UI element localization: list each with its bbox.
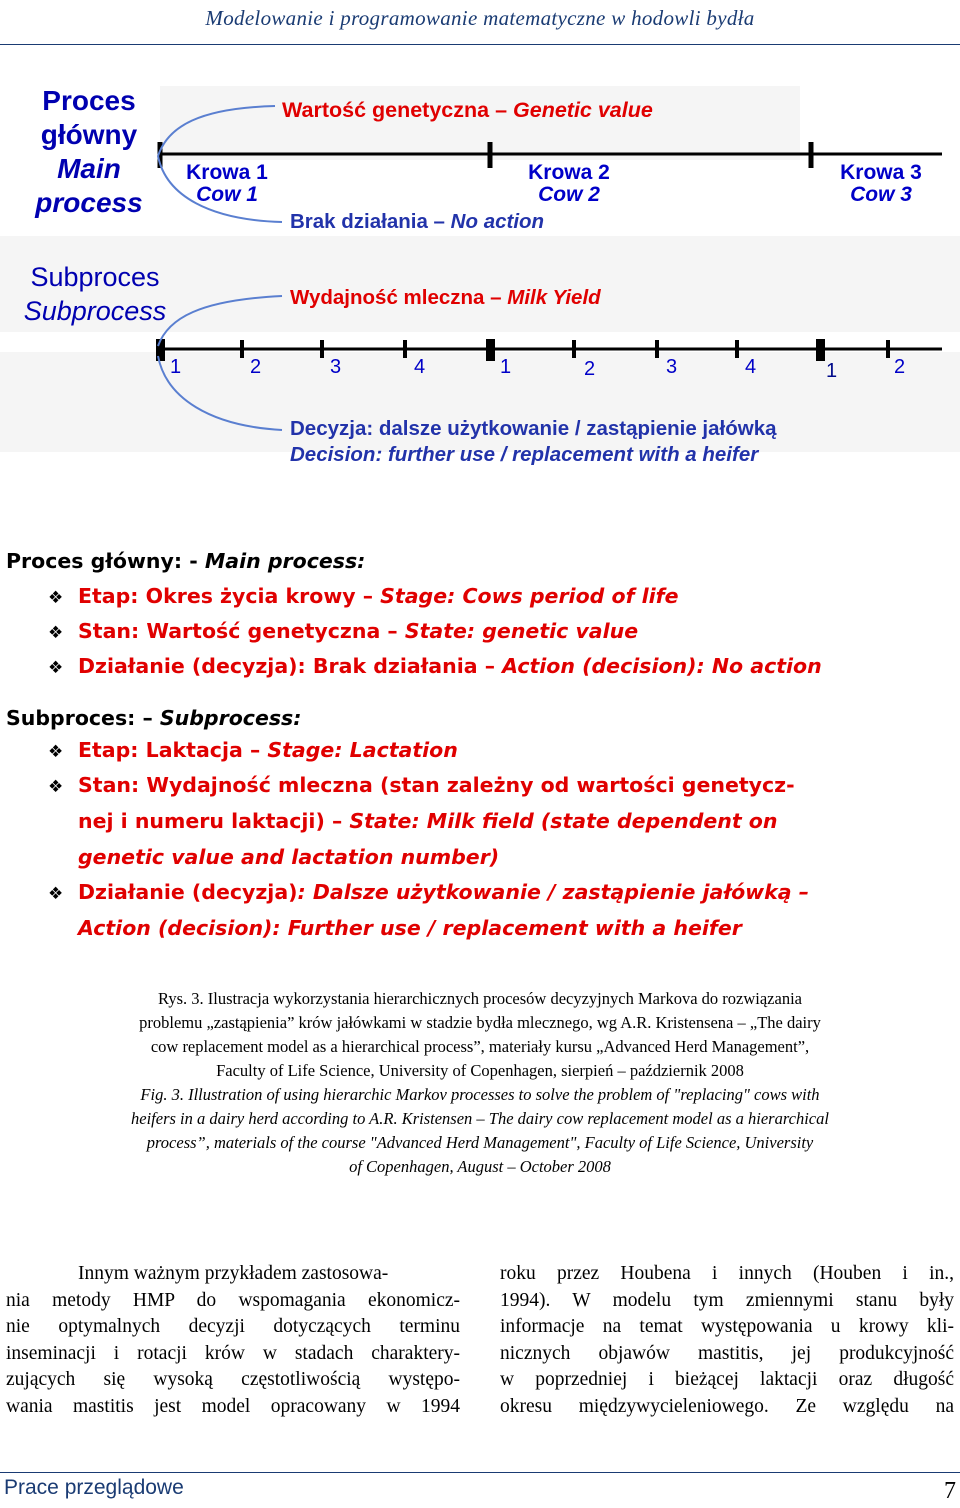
lactation-tick-label: 1: [500, 356, 512, 378]
footer-section: Prace przeglądowe: [4, 1476, 184, 1499]
figure-caption: Rys. 3. Ilustracja wykorzystania hierarchicznych procesów decyzyjnych Markova do rozwiązania problemu „zastąpienia” krów jałówkami w stadzie bydła mlecznego, wg A.R. Kristensena – „The dairy cow replacement model as a hierarchical process”, materiały kursu „Advanced Herd Management”, Faculty of Life Science, University of Copenhagen, sierpień – październik 2008 Fig. 3. Illustration of using hierarchic Markov processes to solve the problem of "replacing" cows with heifers in a dairy herd according to A.R. Kristensen – The dairy cow replacement model as a hierarchical process”, materials of the course "Advanced Herd Management", Faculty of Life Science, University of Copenhagen, August – October 2008: [131, 989, 829, 1176]
decision-label: Decyzja: dalsze użytkowanie / zastąpienie jałówką Decision: further use / replacement with a heifer: [290, 417, 777, 466]
cow-2-label: Krowa 2 Cow 2: [528, 161, 610, 206]
main-item-state: ❖ Stan: Wartość genetyczna – State: genetic value: [48, 614, 638, 651]
genetic-value-label: Wartość genetyczna – Genetic value: [282, 98, 653, 122]
lactation-tick-label: 3: [330, 356, 342, 378]
lactation-tick-label: 2: [250, 356, 262, 378]
sub-item-action-line1: ❖ Działanie (decyzja): Dalsze użytkowanie / zastąpienie jałówką –: [48, 875, 809, 912]
page-number: 7: [944, 1478, 956, 1504]
diamond-bullet-icon: ❖: [48, 742, 64, 762]
sub-item-state-line1: ❖ Stan: Wydajność mleczna (stan zależny od wartości genetycz-: [48, 768, 795, 805]
sub-tick-5: [486, 339, 495, 361]
subprocess-label: Subproces Subprocess: [23, 262, 167, 326]
diamond-bullet-icon: ❖: [48, 623, 64, 643]
sub-item-state-line2: nej i numeru laktacji) – State: Milk field (state dependent on: [78, 809, 778, 833]
curve-genetic-value: [158, 106, 275, 156]
sub-item-action-line2: Action (decision): Further use / replacement with a heifer: [78, 916, 742, 940]
milk-yield-label: Wydajność mleczna – Milk Yield: [290, 286, 601, 309]
body-column-right: roku przez Houbena i innych (Houben i in., 1994). W modelu tym zmiennymi stanu były informacje na temat występowania u krowy kli- nicznych objawów mastitis, jej produkcyjność w poprzedniej i bieżącej laktacji oraz długość okresu międzywycieleniowego. Ze względu na: [500, 1263, 954, 1417]
diamond-bullet-icon: ❖: [48, 777, 64, 797]
body-column-left: Innym ważnym przykładem zastosowa- nia metody HMP do wspomagania ekonomicz- nie optymalnych decyzji dotyczących terminu inseminacji i rotacji krów w stadach charaktery- zujących się wysoką częstotliwością występo- wania mastitis jest model opracowany w 1994: [6, 1263, 460, 1417]
main-process-heading: Proces główny: - Main process:: [6, 549, 366, 573]
main-process-label: Proces główny Main process: [35, 85, 143, 218]
cow-1-label: Krowa 1 Cow 1: [186, 161, 268, 206]
lactation-tick-label: 1: [170, 356, 182, 378]
lactation-tick-label: 1: [826, 360, 838, 382]
lactation-tick-label: 4: [414, 356, 426, 378]
lactation-tick-label: 2: [584, 358, 596, 380]
main-item-action: ❖ Działanie (decyzja): Brak działania – Action (decision): No action: [48, 649, 822, 686]
cow-3-label: Krowa 3 Cow 3: [840, 161, 922, 206]
lactation-tick-label: 2: [894, 356, 906, 378]
subprocess-heading: Subproces: – Subprocess:: [6, 706, 302, 730]
lactation-tick-label: 4: [745, 356, 757, 378]
main-item-stage: ❖ Etap: Okres życia krowy – Stage: Cows period of life: [48, 579, 679, 616]
sub-tick-9: [816, 339, 825, 361]
diamond-bullet-icon: ❖: [48, 884, 64, 904]
diamond-bullet-icon: ❖: [48, 658, 64, 678]
sub-item-stage: ❖ Etap: Laktacja – Stage: Lactation: [48, 733, 458, 770]
lactation-tick-label: 3: [666, 356, 678, 378]
sub-item-state-line3: genetic value and lactation number): [78, 845, 500, 869]
header-rule: [0, 44, 960, 45]
no-action-label: Brak działania – No action: [290, 210, 545, 233]
footer-rule: [0, 1472, 960, 1473]
diamond-bullet-icon: ❖: [48, 588, 64, 608]
running-header: Modelowanie i programowanie matematyczne w hodowli bydła: [205, 6, 755, 30]
